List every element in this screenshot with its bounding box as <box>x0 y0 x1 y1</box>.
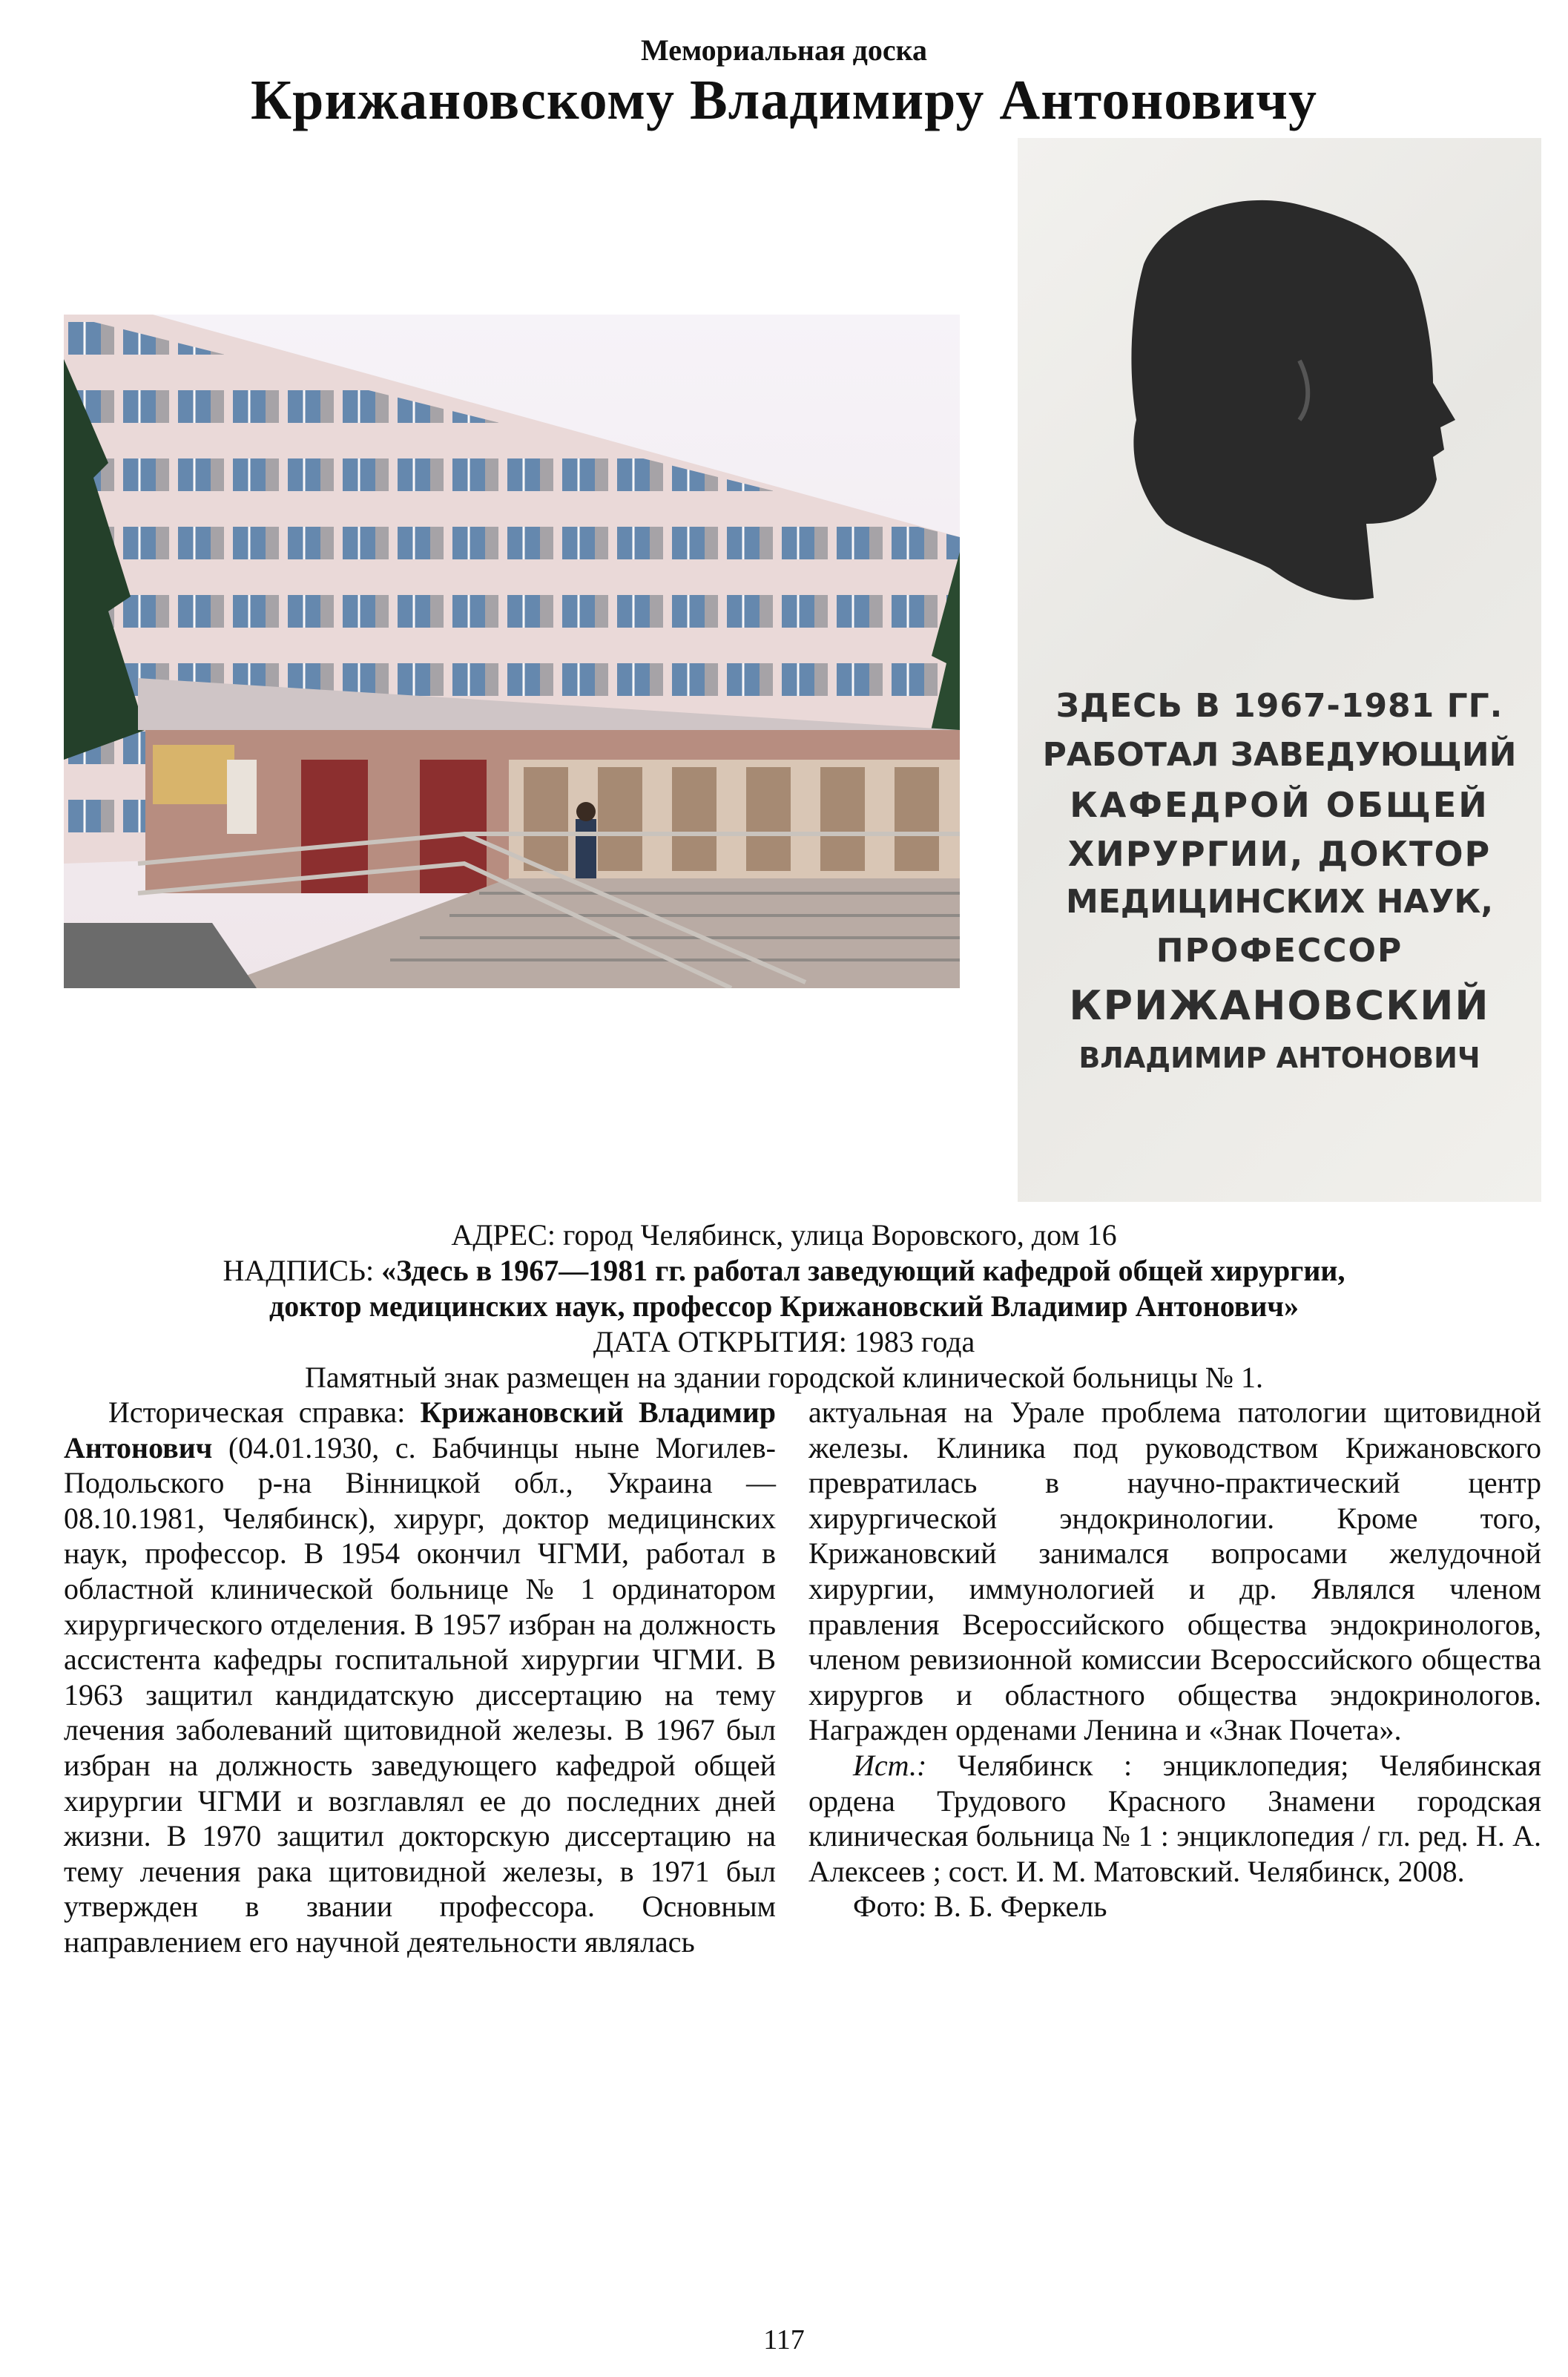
inscription-label: НАДПИСЬ: <box>223 1254 375 1287</box>
plaque-line-1: ЗДЕСЬ В 1967-1981 ГГ. <box>1055 687 1503 725</box>
intro-label: Историческая справка: <box>108 1395 406 1429</box>
portrait-relief-icon <box>1018 138 1541 702</box>
date-label: ДАТА ОТКРЫТИЯ: <box>593 1325 847 1358</box>
inscription-text-2: доктор медицинских наук, профессор Крижановский Владимир Антонович» <box>269 1289 1299 1323</box>
biography-column-right <box>808 1395 1541 1924</box>
date-value: 1983 года <box>854 1325 975 1358</box>
address-label: АДРЕС: <box>451 1218 556 1252</box>
sources-label: Ист.: <box>853 1748 927 1782</box>
inscription-text-1: «Здесь в 1967—1981 гг. работал заведующий кафедрой общей хирургии, <box>381 1254 1345 1287</box>
page-number: 117 <box>763 2324 805 2355</box>
inscription-line-2 <box>0 1289 1568 1324</box>
plaque-line-7: КРИЖАНОВСКИЙ <box>1069 982 1490 1029</box>
location-note: Памятный знак размещен на здании городской клинической больницы № 1. <box>305 1361 1263 1394</box>
plaque-line-8: ВЛАДИМИР АНТОНОВИЧ <box>1078 1042 1480 1074</box>
plaque-line-6: ПРОФЕССОР <box>1156 932 1403 970</box>
biography-continued: актуальная на Урале проблема патологии щитовидной железы. Клиника под руководством Крижановского превратилась в научно-практический центр хирургической эндокринологии. Кроме того, Крижановский занимался вопросами желудочной хирургии, иммунологией и др. Являлся членом правления Всероссийского общества эндокринологов, членом ревизионной комиссии Всероссийского общества хирургов и областного общества эндокринологов. Награжден орденами Ленина и «Знак Почета». <box>808 1395 1541 1747</box>
plaque-line-5: МЕДИЦИНСКИХ НАУК, <box>1065 883 1494 921</box>
inscription-line-1 <box>0 1254 1568 1288</box>
supertitle: Мемориальная доска <box>640 33 928 67</box>
plaque-line-4: ХИРУРГИИ, ДОКТОР <box>1067 834 1492 874</box>
person-name: Крижановский Владимир Антонович <box>64 1395 776 1464</box>
memorial-plaque-photo <box>1018 138 1541 1202</box>
biography-column-left <box>64 1395 776 1960</box>
address-line <box>0 1218 1568 1252</box>
sources-paragraph <box>808 1748 1541 1889</box>
biography-text: (04.01.1930, с. Бабчинцы ныне Могилев-Подольского р-на Вінницкой обл., Украина — 08.10.1981, Челябинск), хирург, доктор медицинских наук, профессор. В 1954 окончил ЧГМИ, работал в областной клинической больнице № 1 ординатором хирургического отделения. В 1957 избран на должность ассистента кафедры госпитальной хирургии ЧГМИ. В 1963 защитил кандидатскую диссертацию на тему лечения заболеваний щитовидной железы. В 1967 был избран на должность заведующего кафедрой общей хирургии ЧГМИ и возглавлял ее до последних дней жизни. В 1970 защитил докторскую диссертацию на тему лечения рака щитовидной железы, в 1971 был утвержден в звании профессора. Основным направлением его научной деятельности являлась <box>64 1430 776 1959</box>
sources-text: Челябинск : энциклопедия; Челябинская ордена Трудового Красного Знамени городская клиническая больница № 1 : энциклопедия / гл. ред. Н. А. Алексеев ; сост. И. М. Матовский. Челябинск, 2008. <box>808 1748 1542 1888</box>
page-title: Крижановскому Владимиру Антоновичу <box>251 69 1317 131</box>
opening-date-line <box>0 1325 1568 1359</box>
address-value: город Челябинск, улица Воровского, дом 16 <box>563 1218 1117 1252</box>
plaque-line-3: КАФЕДРОЙ ОБЩЕЙ <box>1070 785 1489 825</box>
hospital-building-photo <box>64 315 960 988</box>
plaque-line-2: РАБОТАЛ ЗАВЕДУЮЩИЙ <box>1042 736 1517 774</box>
biography-paragraph <box>64 1395 776 1960</box>
photo-credit: Фото: В. Б. Феркель <box>853 1890 1107 1924</box>
